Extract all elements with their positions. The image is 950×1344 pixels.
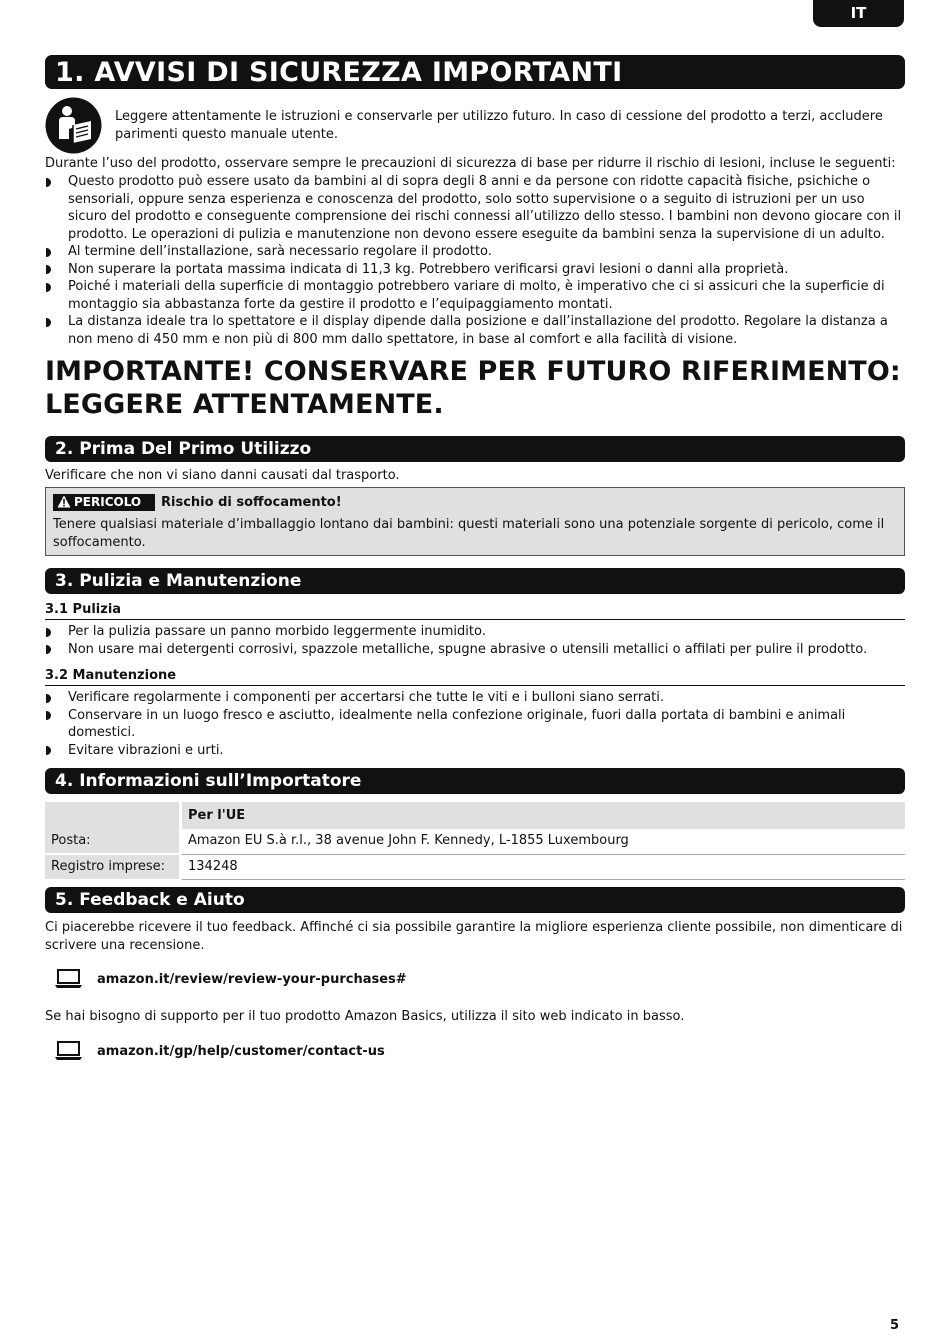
- laptop-icon: [55, 1041, 83, 1061]
- list-item: Non superare la portata massima indicata di 11,3 kg. Potrebbero verificarsi gravi lesioni o danni alla proprietà.: [45, 261, 905, 279]
- bullet-marker-icon: [46, 694, 51, 703]
- importer-table: [45, 802, 905, 880]
- bullet-marker-icon: [46, 645, 51, 654]
- language-tab: IT: [813, 0, 904, 27]
- transport-check-text: Verificare che non vi siano danni causati dal trasporto.: [45, 468, 400, 483]
- bullet-marker-icon: [46, 318, 51, 327]
- bullet-marker-icon: [46, 178, 51, 187]
- support-text: Se hai bisogno di supporto per il tuo prodotto Amazon Basics, utilizza il sito web indicato in basso.: [45, 1009, 685, 1024]
- danger-title: Rischio di soffocamento!: [161, 495, 342, 510]
- table-label-registry: Registro imprese:: [45, 854, 181, 879]
- section3-heading: 3. Pulizia e Manutenzione: [45, 568, 905, 594]
- bullet-marker-icon: [46, 265, 51, 274]
- table-row: [45, 854, 905, 879]
- danger-badge: PERICOLO: [53, 494, 155, 511]
- maintenance-bullet-list: [45, 689, 905, 759]
- section5-heading: 5. Feedback e Aiuto: [45, 887, 905, 913]
- table-row: [45, 802, 905, 829]
- list-item: Evitare vibrazioni e urti.: [45, 742, 905, 760]
- subsection-cleaning-title: 3.1 Pulizia: [45, 601, 905, 620]
- list-item: Poiché i materiali della superficie di montaggio potrebbero variare di molto, è imperativo che ci si assicuri che la superficie di montaggio sia abbastanza forte da gestire il prodotto e l’equipaggiamento montati.: [45, 278, 905, 313]
- bullet-marker-icon: [46, 746, 51, 755]
- important-notice: [45, 355, 915, 421]
- table-label-post: Posta:: [45, 829, 181, 854]
- list-item: Questo prodotto può essere usato da bambini al di sopra degli 8 anni e da persone con ridotte capacità fisiche, psichiche o sensoriali, oppure senza esperienza e conoscenza del prodotto, solo sotto supervisione o a seguito di istruzioni per un uso sicuro del prodotto e conseguente comprensione dei rischi connessi all’utilizzo dello stesso. I bambini non devono giocare con il prodotto. Le operazioni di pulizia e manutenzione non devono essere eseguite da bambini senza la supervisione di un adulto.: [45, 173, 905, 243]
- danger-box: [45, 487, 905, 556]
- section2-heading: 2. Prima Del Primo Utilizzo: [45, 436, 905, 462]
- important-line-1: IMPORTANTE! CONSERVARE PER FUTURO RIFERIMENTO:: [45, 356, 901, 387]
- bullet-marker-icon: [46, 248, 51, 257]
- list-item: Conservare in un luogo fresco e asciutto, idealmente nella confezione originale, fuori dalla portata di bambini e animali domestici.: [45, 707, 905, 742]
- support-link[interactable]: amazon.it/gp/help/customer/contact-us: [97, 1044, 385, 1059]
- table-value-post: Amazon EU S.à r.l., 38 avenue John F. Kennedy, L-1855 Luxembourg: [181, 829, 906, 854]
- bullet-marker-icon: [46, 628, 51, 637]
- subsection-maintenance-title: 3.2 Manutenzione: [45, 667, 905, 686]
- list-item: Non usare mai detergenti corrosivi, spazzole metalliche, spugne abrasive o utensili metallici o affilati per pulire il prodotto.: [45, 641, 905, 659]
- list-item: Al termine dell’installazione, sarà necessario regolare il prodotto.: [45, 243, 905, 261]
- section1-heading: 1. AVVISI DI SICUREZZA IMPORTANTI: [45, 55, 905, 89]
- cleaning-bullet-list: [45, 623, 905, 658]
- bullet-marker-icon: [46, 283, 51, 292]
- table-row: [45, 829, 905, 854]
- intro-text: Leggere attentamente le istruzioni e conservarle per utilizzo futuro. In caso di cessione del prodotto a terzi, accludere parimenti questo manuale utente.: [115, 109, 883, 142]
- page-number: 5: [890, 1318, 900, 1333]
- list-item: Per la pulizia passare un panno morbido leggermente inumidito.: [45, 623, 905, 641]
- list-item: Verificare regolarmente i componenti per accertarsi che tutte le viti e i bulloni siano serrati.: [45, 689, 905, 707]
- review-link[interactable]: amazon.it/review/review-your-purchases#: [97, 972, 407, 987]
- laptop-icon: [55, 969, 83, 989]
- important-line-2: LEGGERE ATTENTAMENTE.: [45, 389, 444, 420]
- table-header-eu: Per l'UE: [181, 802, 906, 829]
- safety-lead-text: Durante l’uso del prodotto, osservare sempre le precauzioni di sicurezza di base per ridurre il rischio di lesioni, incluse le seguenti:: [45, 156, 896, 171]
- feedback-text: Ci piacerebbe ricevere il tuo feedback. Affinché ci sia possibile garantire la migliore esperienza cliente possibile, non dimenticare di scrivere una recensione.: [45, 920, 903, 953]
- warning-triangle-icon: [57, 495, 71, 508]
- read-manual-icon: [45, 97, 102, 154]
- danger-text: Tenere qualsiasi materiale d’imballaggio lontano dai bambini: questi materiali sono una potenziale sorgente di pericolo, come il soffocamento.: [53, 517, 885, 550]
- section4-heading: 4. Informazioni sull’Importatore: [45, 768, 905, 794]
- bullet-marker-icon: [46, 711, 51, 720]
- table-value-registry: 134248: [181, 854, 906, 879]
- safety-bullet-list: [45, 173, 905, 348]
- list-item: La distanza ideale tra lo spettatore e il display dipende dalla posizione e dall’installazione del prodotto. Regolare la distanza a non meno di 450 mm e non più di 800 mm dallo spettatore, in base al comfort e alla facilità di visione.: [45, 313, 905, 348]
